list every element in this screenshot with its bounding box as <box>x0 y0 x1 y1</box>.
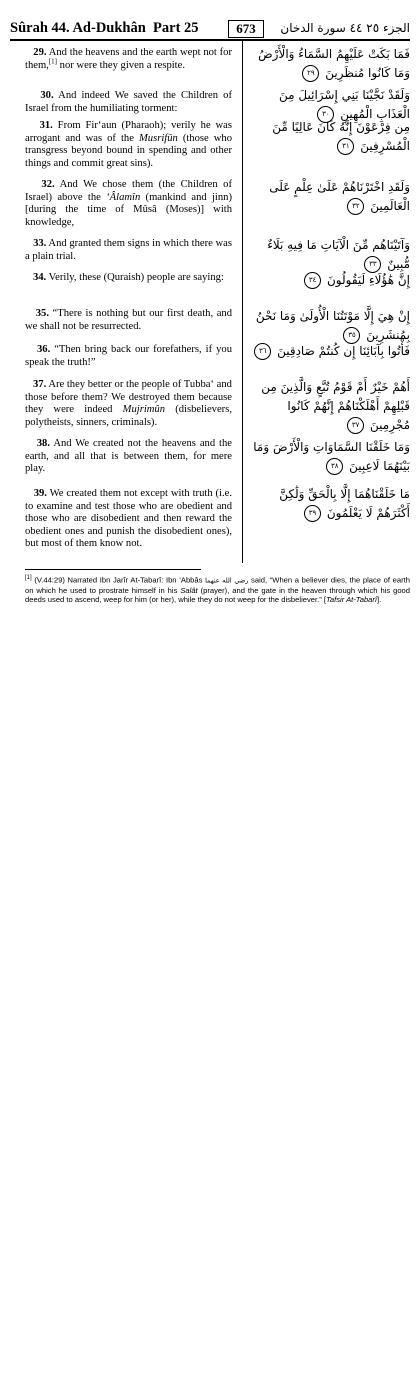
verse-text: From Fir‘aun (Pharaoh); verily he was arrogant and was of the <box>25 120 232 144</box>
verse-30 <box>25 90 232 115</box>
ayah-end-marker: ٣٣ <box>364 256 381 273</box>
verse-text-rest: (disbelievers, polytheists, sinners, criminals). <box>25 404 232 428</box>
ayah-end-marker: ٣٢ <box>347 198 364 215</box>
verse-text: Verily, these (Quraish) people are saying: <box>48 272 224 283</box>
arabic-verse-35 <box>252 307 410 345</box>
footnote-source: Tafsir At-Tabarî <box>325 594 378 604</box>
ayah-end-marker: ٣٠ <box>317 106 334 123</box>
verse-number: 30. <box>40 90 54 101</box>
arabic-text: وَآتَيْنَاهُم مِّنَ الْآيَاتِ مَا فِيهِ بَلَاءٌ مُّبِينٌ <box>267 238 410 271</box>
verse-text: And We chose them (the Children of Israel) above the <box>25 179 232 203</box>
verse-number: 29. <box>33 47 47 58</box>
arabic-verse-36 <box>252 342 410 361</box>
arabic-verse-38 <box>252 438 410 476</box>
arabic-text: إِنْ هِيَ إِلَّا مَوْتَتُنَا الْأُولَىٰ وَمَا نَحْنُ بِمُنشَرِينَ <box>255 309 410 342</box>
verse-34 <box>25 272 232 285</box>
verse-33 <box>25 238 232 263</box>
verse-text: And granted them signs in which there was a plain trial. <box>25 238 232 262</box>
column-divider <box>242 41 243 563</box>
arabic-text: وَلَقَدْ نَجَّيْنَا بَنِي إِسْرَائِيلَ مِنَ الْعَذَابِ الْمُهِينِ <box>279 88 410 121</box>
ayah-end-marker: ٣٨ <box>326 458 343 475</box>
arabic-header: الجزء ٢٥ ٤٤ سورة الدخان <box>280 21 410 35</box>
arabic-verse-31 <box>252 118 410 156</box>
arabic-verse-39 <box>252 485 410 523</box>
arabic-text: مَا خَلَقْنَاهُمَا إِلَّا بِالْحَقِّ وَلَٰكِنَّ أَكْثَرَهُمْ لَا يَعْلَمُونَ <box>279 487 410 520</box>
arabic-text: وَمَا خَلَقْنَا السَّمَاوَاتِ وَالْأَرْضَ وَمَا بَيْنَهُمَا لَاعِبِينَ <box>253 440 410 473</box>
footnote-text: (prayer), and the gate in the heaven through which his good deeds used to ascend, weep for him (or her), while they do not weep for the disbeliever.” [ <box>25 585 411 604</box>
footnote-rule <box>25 569 201 570</box>
verse-number: 33. <box>33 238 47 249</box>
ayah-end-marker: ٣٩ <box>304 505 321 522</box>
verse-number: 34. <box>32 272 47 283</box>
verse-text-rest: (mankind and jinn) [during the time of Mûsâ (Moses)] with knowledge, <box>25 191 232 228</box>
arabic-text: مِن فِرْعَوْنَ إِنَّهُ كَانَ عَالِيًا مِّنَ الْمُسْرِفِينَ <box>272 120 410 153</box>
verse-number: 35. <box>35 308 49 319</box>
arabic-verse-34 <box>252 271 410 290</box>
verse-number: 38. <box>36 438 50 449</box>
verse-text-rest: (those who transgress beyond bound in spending and other things and commit great sins). <box>25 132 232 169</box>
footnote-text: ]. <box>377 594 382 604</box>
verse-text: “There is nothing but our first death, and we shall not be resurrected. <box>25 308 232 332</box>
arabic-text: فَأْتُوا بِآبَائِنَا إِن كُنتُمْ صَادِقِينَ <box>277 344 410 358</box>
verse-term: Mujrimûn <box>122 404 166 416</box>
verse-term: Musrifûn <box>138 132 178 144</box>
ayah-end-marker: ٣٦ <box>254 343 271 360</box>
footnote-marker: [1] <box>25 575 32 581</box>
page-header <box>10 17 410 39</box>
arabic-text: فَمَا بَكَتْ عَلَيْهِمُ السَّمَاءُ وَالْأَرْضُ وَمَا كَانُوا مُنظَرِينَ <box>258 47 410 80</box>
arabic-verse-29 <box>252 45 410 83</box>
arabic-verse-37 <box>252 378 410 435</box>
arabic-verse-33 <box>252 236 410 274</box>
verse-35 <box>25 308 232 333</box>
verse-36 <box>25 344 232 369</box>
verse-32 <box>25 179 232 229</box>
verse-31 <box>25 120 232 170</box>
footnote-text: said, “When a believer dies, the place of earth on which he used to prostrate himself in his <box>25 575 410 595</box>
footnote <box>25 574 410 604</box>
part-label: Part 25 <box>153 20 199 36</box>
page-number: 673 <box>228 20 264 38</box>
ayah-end-marker: ٢٩ <box>302 65 319 82</box>
arabic-text: أَهُمْ خَيْرٌ أَمْ قَوْمُ تُبَّعٍ وَالَّذِينَ مِن قَبْلِهِمْ أَهْلَكْنَاهُمْ إِنَّهُمْ كَانُوا مُجْرِمِينَ <box>261 380 410 432</box>
verse-29 <box>25 47 232 72</box>
verse-text: “Then bring back our forefathers, if you speak the truth!” <box>25 344 232 368</box>
verse-number: 32. <box>41 179 55 190</box>
arabic-verse-32 <box>252 178 410 216</box>
verse-text: And indeed We saved the Children of Israel from the humiliating torment: <box>25 90 232 114</box>
footnote-text: (V.44:29) Narrated Ibn Jarîr At-Tabarî: Ibn ‘Abbâs <box>31 575 206 585</box>
ayah-end-marker: ٣٥ <box>343 327 360 344</box>
arabic-text: إِنَّ هَٰؤُلَاءِ لَيَقُولُونَ <box>326 273 410 287</box>
verse-term: ‘Âlamîn <box>106 191 141 203</box>
arabic-text: وَلَقَدِ اخْتَرْنَاهُمْ عَلَىٰ عِلْمٍ عَلَى الْعَالَمِينَ <box>269 180 410 213</box>
honorific-arabic: رضي الله عنهما <box>205 576 249 585</box>
verse-text: And the heavens and the earth wept not for them, <box>25 47 232 71</box>
surah-name: Sûrah 44. Ad-Dukhân <box>10 20 146 36</box>
ayah-end-marker: ٣٤ <box>304 272 321 289</box>
verse-39 <box>25 488 232 551</box>
verse-text: And We created not the heavens and the earth, and all that is between them, for mere play. <box>25 438 232 475</box>
verse-number: 39. <box>33 488 47 499</box>
verse-text: We created them not except with truth (i.e. to examine and test those who are obedient and those who are disobedient and then reward the obedient ones and punish the disobedient ones), but most of them know not. <box>25 488 232 550</box>
verse-text-rest: nor were they given a respite. <box>57 59 185 71</box>
ayah-end-marker: ٣١ <box>337 138 354 155</box>
verse-text: Are they better or the people of Tubba‘ and those before them? We destroyed them because they were indeed <box>25 379 232 416</box>
ayah-end-marker: ٣٧ <box>347 417 364 434</box>
verse-37 <box>25 379 232 429</box>
verse-number: 36. <box>36 344 51 355</box>
verse-number: 31. <box>39 120 53 131</box>
verse-number: 37. <box>32 379 47 390</box>
header-rule <box>10 39 410 41</box>
footnote-term: Salât <box>180 585 198 595</box>
footnote-marker: [1] <box>48 57 58 66</box>
surah-title <box>10 17 199 39</box>
verse-38 <box>25 438 232 476</box>
